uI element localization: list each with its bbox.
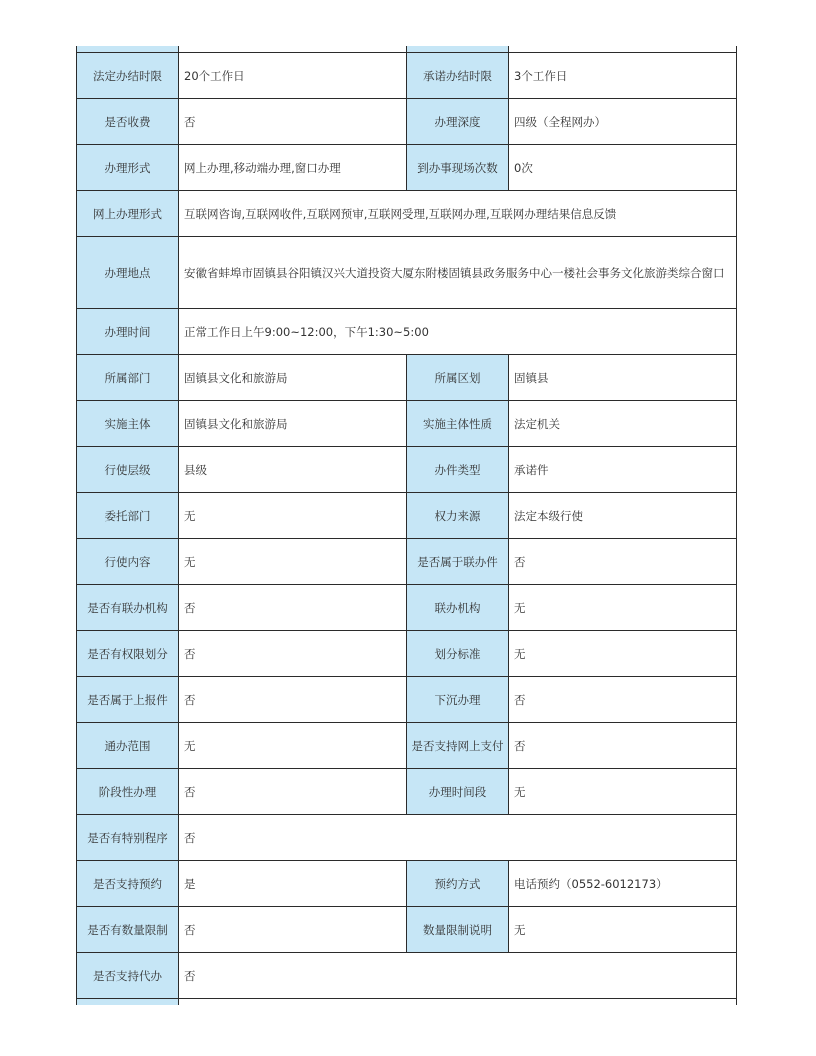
table-row-continuation-bottom xyxy=(77,999,737,1006)
field-label: 是否属于联办件 xyxy=(407,539,509,585)
field-label: 下沉办理 xyxy=(407,677,509,723)
field-value: 电话预约（0552-6012173） xyxy=(509,861,737,907)
field-value: 无 xyxy=(509,907,737,953)
field-value: 20个工作日 xyxy=(179,53,407,99)
field-label: 办理时间段 xyxy=(407,769,509,815)
field-value: 否 xyxy=(509,539,737,585)
field-value: 安徽省蚌埠市固镇县谷阳镇汉兴大道投资大厦东附楼固镇县政务服务中心一楼社会事务文化旅游类综合窗口 xyxy=(179,237,737,309)
field-value: 否 xyxy=(179,99,407,145)
field-label: 办理地点 xyxy=(77,237,179,309)
field-value: 否 xyxy=(179,953,737,999)
field-value: 否 xyxy=(179,815,737,861)
field-label: 通办范围 xyxy=(77,723,179,769)
field-value: 否 xyxy=(179,769,407,815)
field-label: 是否有权限划分 xyxy=(77,631,179,677)
table-row xyxy=(77,585,737,631)
field-label: 联办机构 xyxy=(407,585,509,631)
field-value: 无 xyxy=(179,723,407,769)
field-value: 网上办理,移动端办理,窗口办理 xyxy=(179,145,407,191)
field-label: 阶段性办理 xyxy=(77,769,179,815)
field-value: 固镇县 xyxy=(509,355,737,401)
field-value: 否 xyxy=(179,907,407,953)
field-label: 办理形式 xyxy=(77,145,179,191)
field-label: 是否支持预约 xyxy=(77,861,179,907)
field-value: 固镇县文化和旅游局 xyxy=(179,355,407,401)
field-value: 法定本级行使 xyxy=(509,493,737,539)
field-label: 法定办结时限 xyxy=(77,53,179,99)
table-row xyxy=(77,145,737,191)
field-value: 否 xyxy=(179,631,407,677)
table-row xyxy=(77,769,737,815)
table-row xyxy=(77,355,737,401)
value-cell xyxy=(179,999,737,1006)
field-label: 预约方式 xyxy=(407,861,509,907)
service-info-table xyxy=(76,46,737,1005)
field-value: 无 xyxy=(179,493,407,539)
table-row xyxy=(77,953,737,999)
table-row xyxy=(77,493,737,539)
field-label: 网上办理形式 xyxy=(77,191,179,237)
table-row xyxy=(77,539,737,585)
field-label: 实施主体性质 xyxy=(407,401,509,447)
table-row xyxy=(77,309,737,355)
table-row xyxy=(77,447,737,493)
label-cell xyxy=(77,999,179,1006)
table-row xyxy=(77,401,737,447)
field-label: 实施主体 xyxy=(77,401,179,447)
field-label: 行使层级 xyxy=(77,447,179,493)
field-label: 办件类型 xyxy=(407,447,509,493)
table-row xyxy=(77,631,737,677)
field-label: 是否属于上报件 xyxy=(77,677,179,723)
service-info-table-wrap xyxy=(76,46,736,1005)
field-value: 正常工作日上午9:00~12:00，下午1:30~5:00 xyxy=(179,309,737,355)
field-value: 无 xyxy=(179,539,407,585)
table-row xyxy=(77,907,737,953)
field-label: 到办事现场次数 xyxy=(407,145,509,191)
field-value: 无 xyxy=(509,631,737,677)
table-row xyxy=(77,815,737,861)
field-label: 权力来源 xyxy=(407,493,509,539)
field-label: 行使内容 xyxy=(77,539,179,585)
field-label: 是否支持代办 xyxy=(77,953,179,999)
table-row xyxy=(77,191,737,237)
field-label: 是否有联办机构 xyxy=(77,585,179,631)
field-value: 固镇县文化和旅游局 xyxy=(179,401,407,447)
field-label: 是否有数量限制 xyxy=(77,907,179,953)
field-label: 委托部门 xyxy=(77,493,179,539)
field-label: 办理时间 xyxy=(77,309,179,355)
field-value: 无 xyxy=(509,769,737,815)
table-row xyxy=(77,861,737,907)
field-value: 承诺件 xyxy=(509,447,737,493)
field-value: 3个工作日 xyxy=(509,53,737,99)
field-label: 是否收费 xyxy=(77,99,179,145)
field-label: 所属部门 xyxy=(77,355,179,401)
field-value: 四级（全程网办） xyxy=(509,99,737,145)
field-value: 法定机关 xyxy=(509,401,737,447)
field-value: 否 xyxy=(509,723,737,769)
field-value: 否 xyxy=(179,677,407,723)
table-row xyxy=(77,723,737,769)
field-label: 划分标准 xyxy=(407,631,509,677)
table-row xyxy=(77,53,737,99)
field-value: 互联网咨询,互联网收件,互联网预审,互联网受理,互联网办理,互联网办理结果信息反馈 xyxy=(179,191,737,237)
table-row xyxy=(77,677,737,723)
service-info-table-body xyxy=(77,46,737,1005)
field-value: 0次 xyxy=(509,145,737,191)
field-value: 否 xyxy=(179,585,407,631)
field-label: 是否支持网上支付 xyxy=(407,723,509,769)
field-label: 是否有特别程序 xyxy=(77,815,179,861)
field-value: 否 xyxy=(509,677,737,723)
field-value: 县级 xyxy=(179,447,407,493)
field-label: 办理深度 xyxy=(407,99,509,145)
field-label: 承诺办结时限 xyxy=(407,53,509,99)
field-label: 数量限制说明 xyxy=(407,907,509,953)
field-value: 无 xyxy=(509,585,737,631)
field-label: 所属区划 xyxy=(407,355,509,401)
table-row xyxy=(77,99,737,145)
table-row xyxy=(77,237,737,309)
field-value: 是 xyxy=(179,861,407,907)
